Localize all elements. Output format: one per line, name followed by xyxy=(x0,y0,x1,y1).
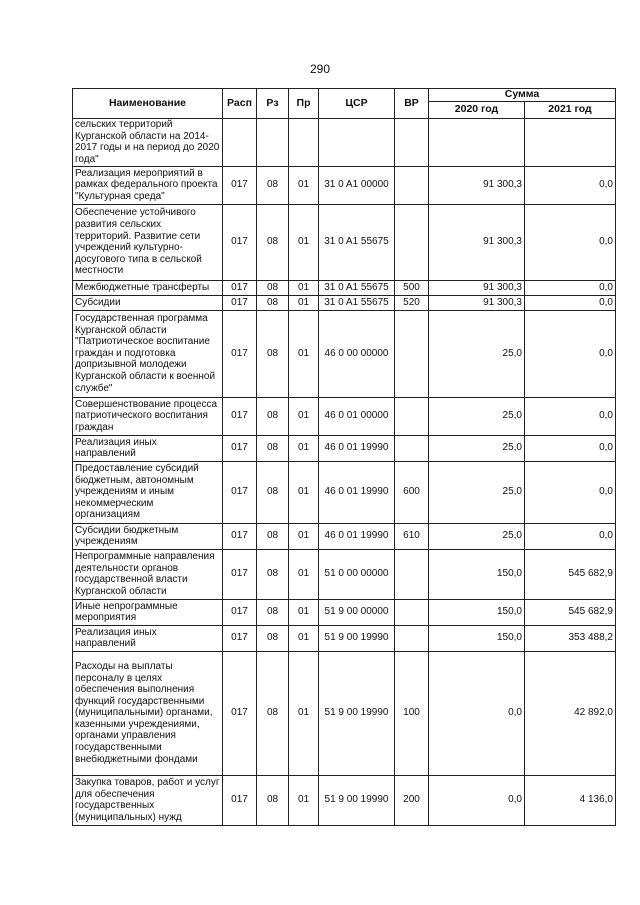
cell-rasp: 017 xyxy=(223,461,257,523)
cell-csr: 31 0 A1 00000 xyxy=(319,166,395,204)
table-row xyxy=(73,599,616,625)
cell-pr: 01 xyxy=(289,625,319,651)
header-csr: ЦСР xyxy=(319,89,395,119)
header-vr: ВР xyxy=(395,89,429,119)
cell-vr xyxy=(395,118,429,166)
cell-pr: 01 xyxy=(289,310,319,397)
cell-2020: 0,0 xyxy=(429,775,525,825)
cell-csr: 51 9 00 19990 xyxy=(319,651,395,775)
table-row xyxy=(73,397,616,435)
cell-2020: 150,0 xyxy=(429,625,525,651)
cell-name: Реализация иных направлений xyxy=(73,435,223,461)
cell-name: Субсидии xyxy=(73,295,223,310)
table-row xyxy=(73,204,616,280)
cell-vr xyxy=(395,549,429,599)
cell-2020: 91 300,3 xyxy=(429,295,525,310)
table-row xyxy=(73,118,616,166)
cell-2020: 25,0 xyxy=(429,435,525,461)
cell-pr xyxy=(289,118,319,166)
cell-2021: 42 892,0 xyxy=(525,651,616,775)
cell-rasp: 017 xyxy=(223,435,257,461)
header-name: Наименование xyxy=(73,89,223,119)
cell-2020: 91 300,3 xyxy=(429,280,525,295)
cell-rasp xyxy=(223,118,257,166)
cell-2020: 91 300,3 xyxy=(429,166,525,204)
cell-pr: 01 xyxy=(289,204,319,280)
cell-rasp: 017 xyxy=(223,397,257,435)
cell-rasp: 017 xyxy=(223,549,257,599)
cell-name: Предоставление субсидий бюджетным, автономным учреждениям и иным некоммерческим организациям xyxy=(73,461,223,523)
cell-csr: 31 0 A1 55675 xyxy=(319,204,395,280)
cell-2021: 545 682,9 xyxy=(525,549,616,599)
cell-pr: 01 xyxy=(289,166,319,204)
cell-name: Иные непрограммные мероприятия xyxy=(73,599,223,625)
cell-rz: 08 xyxy=(257,435,289,461)
cell-rz xyxy=(257,118,289,166)
cell-pr: 01 xyxy=(289,775,319,825)
budget-table xyxy=(72,88,616,826)
cell-rz: 08 xyxy=(257,397,289,435)
cell-rasp: 017 xyxy=(223,310,257,397)
header-pr: Пр xyxy=(289,89,319,119)
cell-csr: 46 0 00 00000 xyxy=(319,310,395,397)
cell-pr: 01 xyxy=(289,523,319,549)
cell-name: Совершенствование процесса патриотического воспитания граждан xyxy=(73,397,223,435)
cell-2020: 150,0 xyxy=(429,599,525,625)
cell-csr: 51 9 00 00000 xyxy=(319,599,395,625)
table-row xyxy=(73,166,616,204)
table-row xyxy=(73,435,616,461)
cell-rasp: 017 xyxy=(223,166,257,204)
page-number: 290 xyxy=(309,62,331,76)
cell-2021: 0,0 xyxy=(525,310,616,397)
cell-2021: 0,0 xyxy=(525,166,616,204)
cell-vr: 520 xyxy=(395,295,429,310)
table-row xyxy=(73,651,616,775)
cell-2020: 25,0 xyxy=(429,523,525,549)
cell-2021: 545 682,9 xyxy=(525,599,616,625)
cell-name: Межбюджетные трансферты xyxy=(73,280,223,295)
cell-2020: 91 300,3 xyxy=(429,204,525,280)
table-row xyxy=(73,549,616,599)
cell-pr: 01 xyxy=(289,549,319,599)
cell-csr: 51 9 00 19990 xyxy=(319,625,395,651)
cell-name: Государственная программа Курганской области "Патриотическое воспитание граждан и подготовка допризывной молодежи Курганской области к военной службе" xyxy=(73,310,223,397)
cell-vr: 200 xyxy=(395,775,429,825)
cell-name: Субсидии бюджетным учреждениям xyxy=(73,523,223,549)
cell-pr: 01 xyxy=(289,295,319,310)
header-2021: 2021 год xyxy=(525,101,616,118)
cell-rasp: 017 xyxy=(223,280,257,295)
cell-rz: 08 xyxy=(257,280,289,295)
cell-name: Непрограммные направления деятельности органов государственной власти Курганской области xyxy=(73,549,223,599)
cell-pr: 01 xyxy=(289,599,319,625)
cell-2020: 25,0 xyxy=(429,461,525,523)
cell-2021: 353 488,2 xyxy=(525,625,616,651)
cell-name: Реализация иных направлений xyxy=(73,625,223,651)
cell-rasp: 017 xyxy=(223,775,257,825)
cell-2021: 0,0 xyxy=(525,295,616,310)
cell-name: Закупка товаров, работ и услуг для обеспечения государственных (муниципальных) нужд xyxy=(73,775,223,825)
cell-vr: 100 xyxy=(395,651,429,775)
cell-csr: 46 0 01 19990 xyxy=(319,461,395,523)
cell-2021: 0,0 xyxy=(525,435,616,461)
table-row xyxy=(73,625,616,651)
cell-2020: 25,0 xyxy=(429,397,525,435)
cell-rasp: 017 xyxy=(223,295,257,310)
cell-pr: 01 xyxy=(289,397,319,435)
cell-rz: 08 xyxy=(257,549,289,599)
cell-rz: 08 xyxy=(257,295,289,310)
cell-2021: 0,0 xyxy=(525,280,616,295)
table-row xyxy=(73,523,616,549)
cell-vr: 600 xyxy=(395,461,429,523)
cell-2020: 150,0 xyxy=(429,549,525,599)
cell-rasp: 017 xyxy=(223,651,257,775)
header-sum: Сумма xyxy=(429,89,616,102)
cell-vr: 610 xyxy=(395,523,429,549)
table-row xyxy=(73,295,616,310)
cell-2020 xyxy=(429,118,525,166)
cell-rasp: 017 xyxy=(223,599,257,625)
cell-csr: 46 0 01 19990 xyxy=(319,523,395,549)
cell-name: Обеспечение устойчивого развития сельских территорий. Развитие сети учреждений культурно-досугового типа в сельской местности xyxy=(73,204,223,280)
cell-2021: 0,0 xyxy=(525,397,616,435)
cell-pr: 01 xyxy=(289,461,319,523)
cell-2021: 4 136,0 xyxy=(525,775,616,825)
cell-csr: 46 0 01 19990 xyxy=(319,435,395,461)
cell-csr: 46 0 01 00000 xyxy=(319,397,395,435)
cell-2021: 0,0 xyxy=(525,523,616,549)
cell-2021: 0,0 xyxy=(525,204,616,280)
cell-rz: 08 xyxy=(257,204,289,280)
cell-vr xyxy=(395,204,429,280)
cell-pr: 01 xyxy=(289,651,319,775)
cell-rz: 08 xyxy=(257,166,289,204)
cell-rasp: 017 xyxy=(223,523,257,549)
cell-2020: 25,0 xyxy=(429,310,525,397)
cell-rasp: 017 xyxy=(223,625,257,651)
cell-vr xyxy=(395,397,429,435)
cell-rz: 08 xyxy=(257,775,289,825)
table-row xyxy=(73,310,616,397)
cell-vr xyxy=(395,166,429,204)
cell-rz: 08 xyxy=(257,625,289,651)
cell-vr xyxy=(395,599,429,625)
cell-name: Реализация мероприятий в рамках федерального проекта "Культурная среда" xyxy=(73,166,223,204)
table-row xyxy=(73,280,616,295)
cell-csr: 31 0 A1 55675 xyxy=(319,280,395,295)
cell-rasp: 017 xyxy=(223,204,257,280)
cell-csr: 51 0 00 00000 xyxy=(319,549,395,599)
cell-rz: 08 xyxy=(257,310,289,397)
cell-csr: 31 0 A1 55675 xyxy=(319,295,395,310)
cell-2020: 0,0 xyxy=(429,651,525,775)
cell-rz: 08 xyxy=(257,599,289,625)
cell-rz: 08 xyxy=(257,523,289,549)
cell-vr xyxy=(395,625,429,651)
table-row xyxy=(73,775,616,825)
cell-rz: 08 xyxy=(257,461,289,523)
cell-csr xyxy=(319,118,395,166)
cell-vr: 500 xyxy=(395,280,429,295)
cell-2021 xyxy=(525,118,616,166)
cell-vr xyxy=(395,310,429,397)
cell-rz: 08 xyxy=(257,651,289,775)
cell-csr: 51 9 00 19990 xyxy=(319,775,395,825)
cell-pr: 01 xyxy=(289,435,319,461)
header-2020: 2020 год xyxy=(429,101,525,118)
header-rz: Рз xyxy=(257,89,289,119)
header-rasp: Расп xyxy=(223,89,257,119)
cell-2021: 0,0 xyxy=(525,461,616,523)
cell-name: Расходы на выплаты персоналу в целях обеспечения выполнения функций государственными (муниципальными) органами, казенными учреждениями, органами управления государственными внебюджетными фондами xyxy=(73,651,223,775)
cell-vr xyxy=(395,435,429,461)
table-row xyxy=(73,461,616,523)
cell-pr: 01 xyxy=(289,280,319,295)
cell-name: сельских территорий Курганской области на 2014-2017 годы и на период до 2020 года" xyxy=(73,118,223,166)
